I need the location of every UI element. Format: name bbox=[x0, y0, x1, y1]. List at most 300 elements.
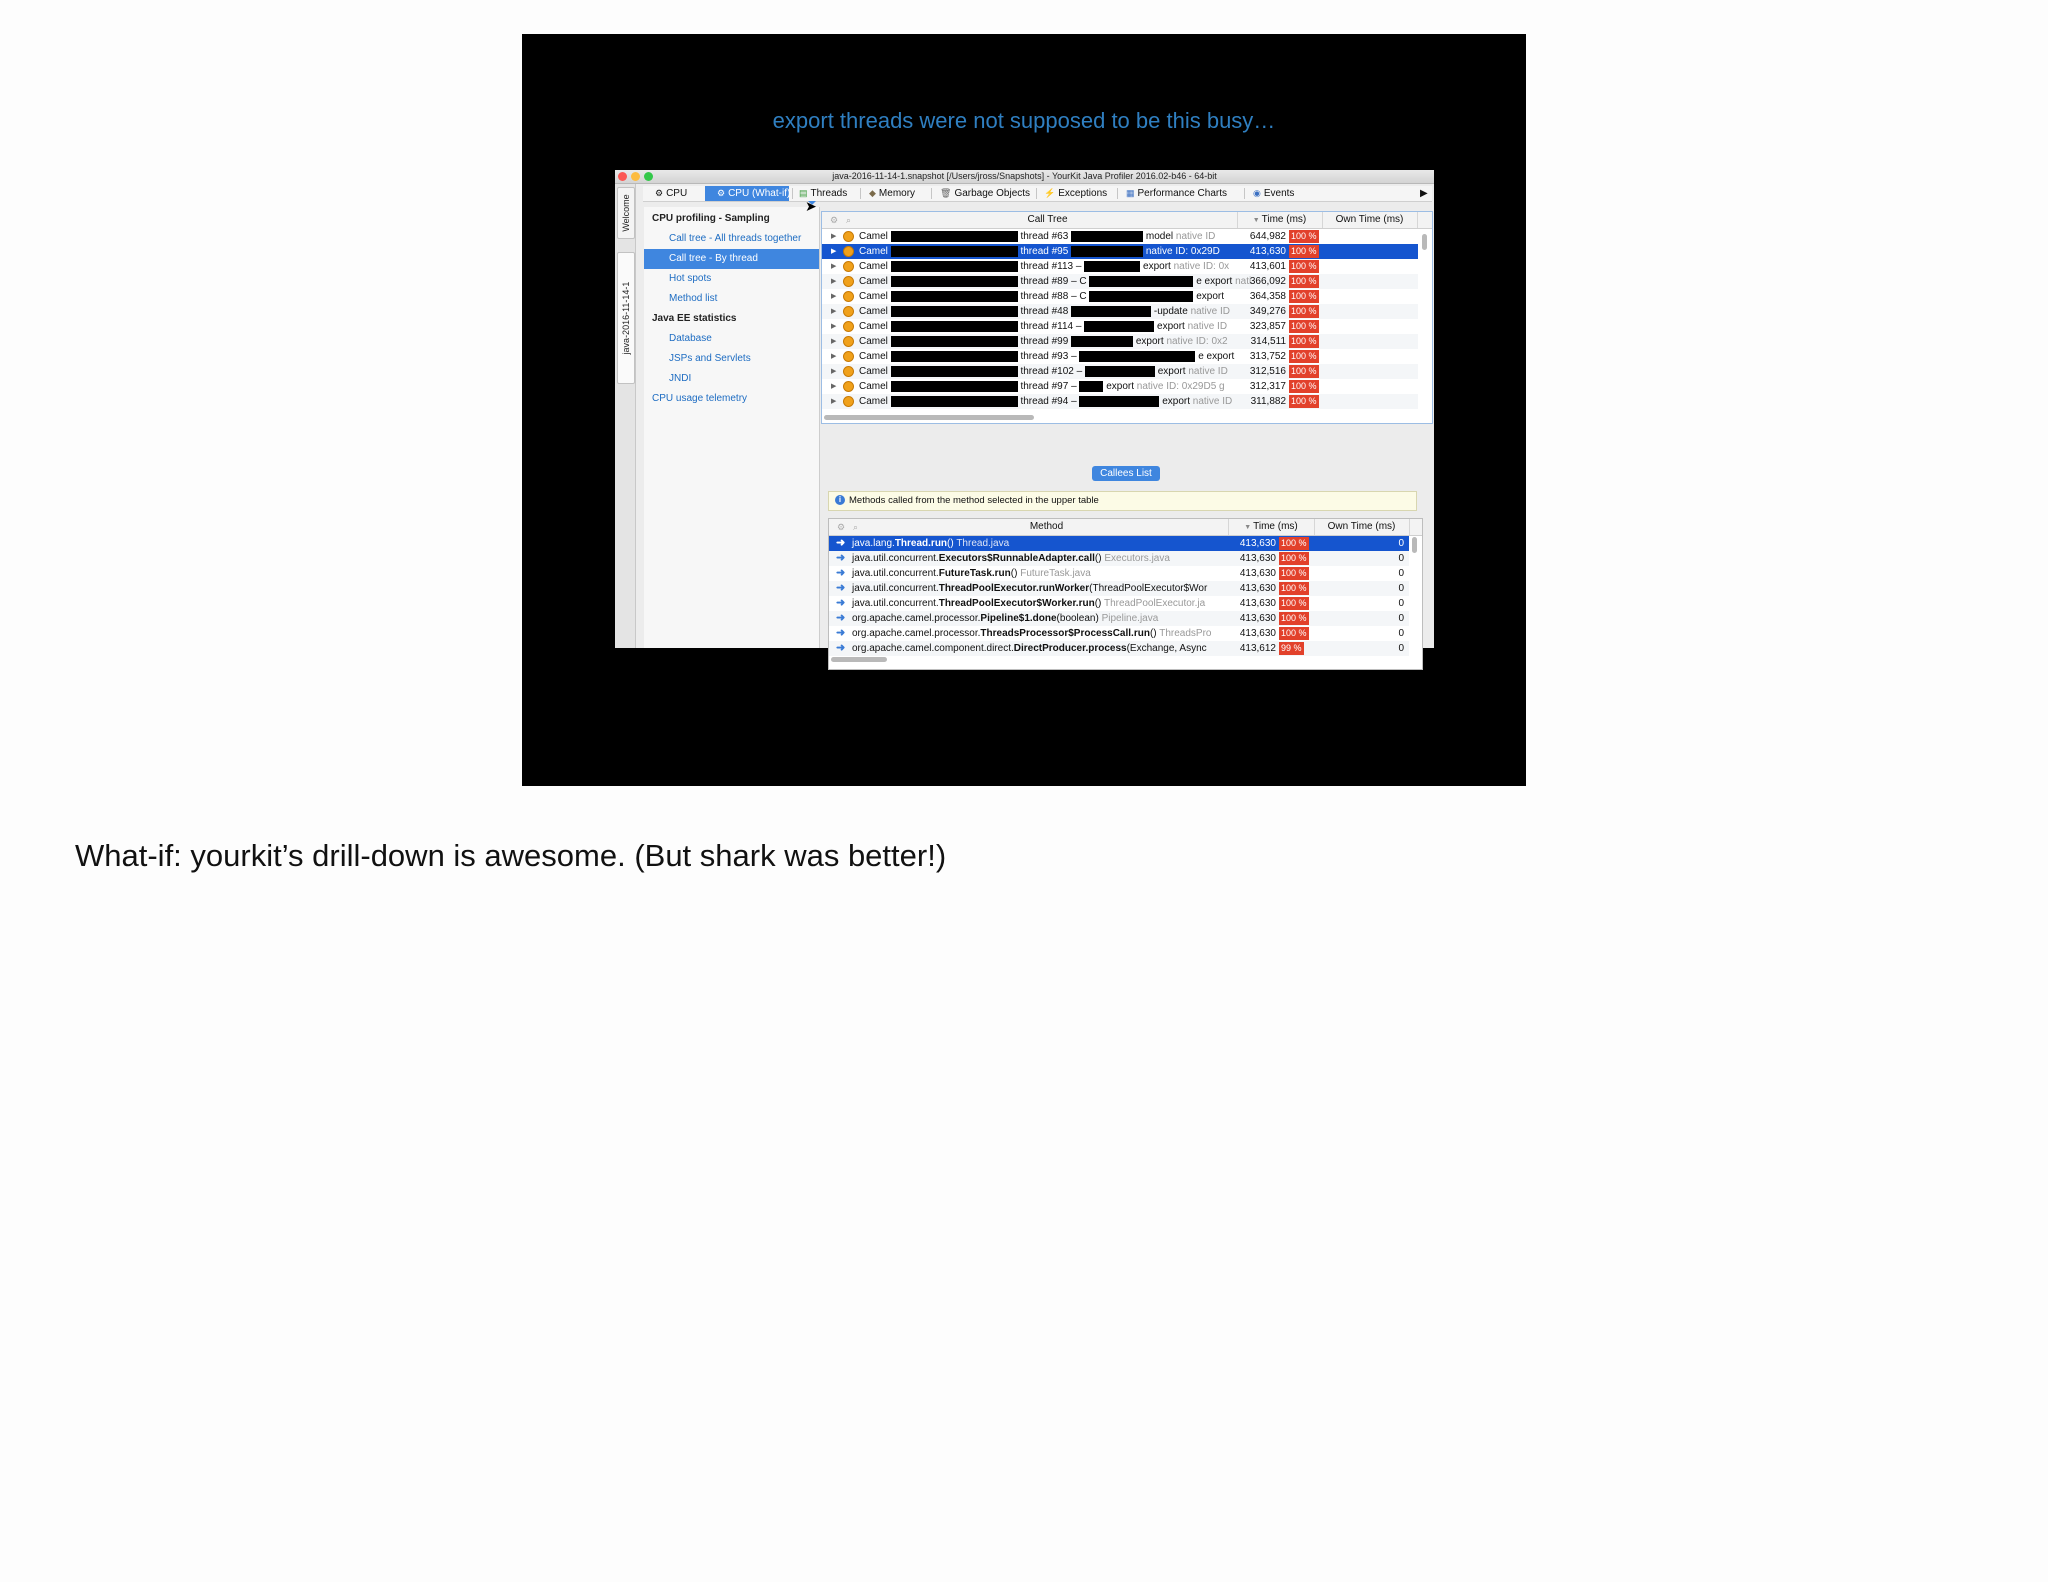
time-value: 413,630 bbox=[1249, 246, 1286, 257]
slide bbox=[522, 34, 1526, 786]
tab-cpu-whatif-label: CPU (What-if) bbox=[728, 188, 791, 199]
redacted-text bbox=[1079, 396, 1159, 407]
thread-number: thread #113 – bbox=[1020, 261, 1082, 272]
thread-name bbox=[859, 259, 1237, 274]
redacted-text bbox=[1071, 246, 1143, 257]
thread-icon bbox=[843, 366, 854, 377]
thread-native-id: native ID bbox=[1187, 321, 1228, 332]
method-args: (Exchange, Async bbox=[1126, 643, 1207, 654]
percent-bar: 100 % bbox=[1291, 276, 1317, 286]
info-text: Methods called from the method selected in the upper table bbox=[849, 495, 1099, 506]
percent-bar: 100 % bbox=[1291, 306, 1317, 316]
method-class: DirectProducer.process bbox=[1013, 643, 1127, 654]
thread-number: thread #114 – bbox=[1020, 321, 1082, 332]
time-value: 323,857 bbox=[1249, 321, 1286, 332]
time-value: 413,630 bbox=[1239, 628, 1276, 639]
tab-exceptions-label: Exceptions bbox=[1058, 188, 1108, 199]
callees-table bbox=[828, 518, 1423, 670]
nav-hot-spots[interactable]: Hot spots bbox=[669, 273, 712, 284]
expand-triangle-icon[interactable]: ▶ bbox=[831, 263, 837, 270]
nav-cpu-usage-telemetry[interactable]: CPU usage telemetry bbox=[652, 393, 748, 404]
nav-javaee-header: Java EE statistics bbox=[652, 313, 737, 324]
method-name bbox=[852, 551, 1228, 566]
thread-prefix: Camel bbox=[859, 321, 888, 332]
nav-method-list[interactable]: Method list bbox=[669, 293, 718, 304]
redacted-text bbox=[891, 396, 1018, 407]
method-class: Thread.run bbox=[894, 538, 948, 549]
method-name bbox=[852, 641, 1228, 656]
thread-name bbox=[859, 304, 1237, 319]
call-arrow-icon: ➜ bbox=[836, 552, 846, 564]
own-time-value: 0 bbox=[1398, 598, 1404, 609]
thread-suffix: e export bbox=[1196, 276, 1233, 287]
horizontal-scrollbar[interactable] bbox=[831, 657, 887, 662]
call-tree-row[interactable] bbox=[822, 229, 1418, 244]
redacted-text bbox=[891, 306, 1018, 317]
thread-name bbox=[859, 274, 1252, 289]
tab-memory[interactable] bbox=[869, 186, 927, 201]
tab-performance-charts[interactable] bbox=[1126, 186, 1238, 201]
percent-bar: 100 % bbox=[1281, 628, 1307, 638]
tab-cpu-whatif[interactable] bbox=[705, 186, 789, 201]
thread-native-id: native ID bbox=[1190, 306, 1231, 317]
call-arrow-icon: ➜ bbox=[836, 612, 846, 624]
callee-row[interactable] bbox=[829, 566, 1409, 581]
sort-desc-icon: ▼ bbox=[1244, 524, 1254, 531]
thread-suffix: export bbox=[1162, 396, 1190, 407]
redacted-text bbox=[891, 246, 1018, 257]
tab-welcome-label: Welcome bbox=[621, 194, 631, 232]
chevron-right-icon: ▶ bbox=[1420, 188, 1428, 199]
search-icon[interactable]: ⌕ bbox=[853, 522, 859, 532]
thread-number: thread #88 – C bbox=[1020, 291, 1087, 302]
tab-cpu-label: CPU bbox=[666, 188, 688, 199]
own-time-value: 0 bbox=[1398, 628, 1404, 639]
percent-bar: 100 % bbox=[1291, 336, 1317, 346]
method-source-file: ThreadPoolExecutor.ja bbox=[1103, 598, 1206, 609]
redacted-text bbox=[891, 276, 1018, 287]
window-title: java-2016-11-14-1.snapshot [/Users/jross/Snapshots] - YourKit Java Profiler 2016.02-b46 - 64-bit bbox=[832, 171, 1217, 181]
call-arrow-icon: ➜ bbox=[836, 567, 846, 579]
time-value: 312,317 bbox=[1249, 381, 1286, 392]
thread-number: thread #93 – bbox=[1020, 351, 1077, 362]
view-tabs bbox=[643, 186, 1432, 202]
percent-bar: 100 % bbox=[1291, 261, 1317, 271]
callees-header bbox=[829, 519, 1422, 536]
method-source-file: FutureTask.java bbox=[1020, 568, 1091, 579]
method-package: java.util.concurrent. bbox=[852, 598, 939, 609]
info-banner bbox=[828, 491, 1417, 511]
percent-bar: 100 % bbox=[1281, 568, 1307, 578]
callee-row[interactable] bbox=[829, 641, 1409, 656]
method-class: ThreadPoolExecutor.runWorker bbox=[938, 583, 1090, 594]
percent-bar: 100 % bbox=[1291, 381, 1317, 391]
nav-cpu-profiling-header: CPU profiling - Sampling bbox=[652, 213, 770, 224]
thread-suffix: export bbox=[1157, 366, 1186, 377]
method-args: () bbox=[1010, 568, 1018, 579]
method-package: org.apache.camel.processor. bbox=[852, 628, 981, 639]
thread-name bbox=[859, 244, 1237, 259]
redacted-text bbox=[891, 336, 1018, 347]
redacted-text bbox=[1089, 276, 1193, 287]
expand-triangle-icon[interactable]: ▶ bbox=[831, 353, 837, 360]
method-args: () bbox=[947, 538, 954, 549]
thread-suffix: export bbox=[1135, 336, 1164, 347]
time-value: 366,092 bbox=[1249, 276, 1286, 287]
nav-call-tree-by-thread[interactable]: Call tree - By thread bbox=[644, 249, 819, 269]
expand-triangle-icon[interactable]: ▶ bbox=[831, 383, 837, 390]
thread-icon bbox=[843, 246, 854, 257]
trash-icon: 🗑 bbox=[940, 188, 952, 198]
method-source-file: Executors.java bbox=[1104, 553, 1170, 564]
method-name bbox=[852, 626, 1228, 641]
thread-icon bbox=[843, 231, 854, 242]
redacted-text bbox=[1085, 366, 1155, 377]
horizontal-scrollbar[interactable] bbox=[824, 415, 1034, 420]
redacted-text bbox=[891, 321, 1018, 332]
nav-jsps-servlets[interactable]: JSPs and Servlets bbox=[669, 353, 751, 364]
call-arrow-icon: ➜ bbox=[836, 597, 846, 609]
call-tree-row[interactable] bbox=[822, 319, 1418, 334]
time-value: 413,612 bbox=[1239, 643, 1276, 654]
tab-snapshot[interactable] bbox=[617, 252, 635, 384]
method-name bbox=[852, 611, 1228, 626]
tab-charts-label: Performance Charts bbox=[1137, 188, 1227, 199]
thread-name bbox=[859, 349, 1237, 364]
threads-icon: ▤ bbox=[799, 188, 808, 198]
thread-prefix: Camel bbox=[859, 306, 888, 317]
expand-triangle-icon[interactable]: ▶ bbox=[831, 398, 837, 405]
thread-prefix: Camel bbox=[859, 396, 888, 407]
vertical-scrollbar[interactable] bbox=[1412, 537, 1417, 553]
method-package: java.util.concurrent. bbox=[852, 583, 939, 594]
expand-triangle-icon[interactable]: ▶ bbox=[831, 248, 837, 255]
tab-threads-label: Threads bbox=[810, 188, 848, 199]
eye-icon: ◉ bbox=[1253, 188, 1261, 198]
tab-garbage-objects[interactable] bbox=[940, 186, 1032, 201]
tab-events-label: Events bbox=[1263, 188, 1295, 199]
thread-icon bbox=[843, 291, 854, 302]
method-args: () bbox=[1149, 628, 1157, 639]
thread-icon bbox=[843, 351, 854, 362]
method-name bbox=[852, 581, 1228, 596]
thread-icon bbox=[843, 336, 854, 347]
call-arrow-icon: ➜ bbox=[836, 582, 846, 594]
thread-prefix: Camel bbox=[859, 246, 888, 257]
expand-triangle-icon[interactable]: ▶ bbox=[831, 308, 837, 315]
chart-icon: ▦ bbox=[1126, 188, 1135, 198]
thread-name bbox=[859, 364, 1237, 379]
expand-triangle-icon[interactable]: ▶ bbox=[831, 233, 837, 240]
nav-jndi[interactable]: JNDI bbox=[669, 373, 692, 384]
method-name bbox=[852, 536, 1228, 551]
thread-number: thread #102 – bbox=[1020, 366, 1083, 377]
thread-prefix: Camel bbox=[859, 291, 888, 302]
thread-native-id: native ID: 0x bbox=[1173, 261, 1230, 272]
expand-triangle-icon[interactable]: ▶ bbox=[831, 338, 837, 345]
redacted-text bbox=[891, 351, 1018, 362]
redacted-text bbox=[1071, 306, 1151, 317]
memory-icon: ◆ bbox=[869, 188, 876, 198]
call-tree-row[interactable] bbox=[822, 289, 1418, 304]
time-value: 413,601 bbox=[1249, 261, 1286, 272]
method-args: () bbox=[1094, 553, 1102, 564]
cpu-whatif-icon: ⚙ bbox=[717, 188, 726, 198]
thread-name bbox=[859, 394, 1237, 409]
own-time-value: 0 bbox=[1398, 538, 1404, 549]
thread-prefix: Camel bbox=[859, 351, 888, 362]
method-args: (ThreadPoolExecutor$Wor bbox=[1089, 583, 1208, 594]
time-value: 349,276 bbox=[1249, 306, 1286, 317]
call-arrow-icon: ➜ bbox=[836, 642, 846, 654]
call-tree-header bbox=[822, 212, 1432, 229]
own-time-value: 0 bbox=[1398, 568, 1404, 579]
thread-suffix: export bbox=[1106, 381, 1134, 392]
time-value: 413,630 bbox=[1239, 613, 1276, 624]
redacted-text bbox=[1071, 231, 1143, 242]
percent-bar: 100 % bbox=[1281, 613, 1307, 623]
call-tree-row[interactable] bbox=[822, 334, 1418, 349]
call-tree-row[interactable] bbox=[822, 274, 1418, 289]
method-package: java.util.concurrent. bbox=[852, 568, 939, 579]
thread-number: thread #94 – bbox=[1020, 396, 1077, 407]
thread-number: thread #48 bbox=[1020, 306, 1069, 317]
redacted-text bbox=[1084, 321, 1154, 332]
percent-bar: 99 % bbox=[1281, 643, 1302, 653]
callee-row[interactable] bbox=[829, 626, 1409, 641]
tab-separator bbox=[792, 188, 793, 199]
settings-icon[interactable]: ⚙ bbox=[830, 215, 839, 225]
method-class: Executors$RunnableAdapter.call bbox=[938, 553, 1095, 564]
minimize-window-button[interactable] bbox=[631, 172, 640, 181]
callees-list-button[interactable]: Callees List bbox=[1092, 466, 1160, 481]
time-value: 413,630 bbox=[1239, 538, 1276, 549]
thread-icon bbox=[843, 321, 854, 332]
tab-separator bbox=[1036, 188, 1037, 199]
thread-number: thread #95 bbox=[1020, 246, 1069, 257]
time-value: 644,982 bbox=[1249, 231, 1286, 242]
redacted-text bbox=[1079, 351, 1195, 362]
vertical-scrollbar[interactable] bbox=[1422, 234, 1427, 250]
call-tree-row[interactable] bbox=[822, 364, 1418, 379]
vertical-tab-strip bbox=[615, 184, 636, 648]
percent-bar: 100 % bbox=[1281, 553, 1307, 563]
redacted-text bbox=[1071, 336, 1133, 347]
tab-separator bbox=[1244, 188, 1245, 199]
callee-row[interactable] bbox=[829, 611, 1409, 626]
thread-native-id: native ID bbox=[1188, 366, 1228, 377]
method-package: org.apache.camel.component.direct. bbox=[852, 643, 1014, 654]
column-call-tree[interactable]: Call Tree bbox=[858, 212, 1238, 228]
method-class: FutureTask.run bbox=[938, 568, 1011, 579]
method-source-file: ThreadsPro bbox=[1159, 628, 1212, 639]
call-tree-table bbox=[821, 211, 1433, 424]
expand-triangle-icon[interactable]: ▶ bbox=[831, 368, 837, 375]
percent-bar: 100 % bbox=[1281, 598, 1307, 608]
method-package: java.lang. bbox=[852, 538, 895, 549]
nav-database[interactable]: Database bbox=[669, 333, 712, 344]
time-value: 364,358 bbox=[1249, 291, 1286, 302]
thread-suffix: export bbox=[1143, 261, 1171, 272]
callee-row[interactable] bbox=[829, 536, 1409, 551]
thread-suffix: export bbox=[1157, 321, 1185, 332]
column-time-label: Time (ms) bbox=[1261, 214, 1307, 225]
cpu-icon: ⚙ bbox=[655, 188, 664, 198]
call-tree-row[interactable] bbox=[822, 304, 1418, 319]
percent-bar: 100 % bbox=[1291, 396, 1317, 406]
nav-call-tree-all-threads[interactable]: Call tree - All threads together bbox=[669, 233, 802, 244]
thread-number: thread #63 bbox=[1020, 231, 1069, 242]
time-value: 311,882 bbox=[1250, 396, 1286, 407]
thread-name bbox=[859, 319, 1237, 334]
expand-triangle-icon[interactable]: ▶ bbox=[831, 278, 837, 285]
tab-separator bbox=[1117, 188, 1118, 199]
own-time-value: 0 bbox=[1398, 613, 1404, 624]
expand-triangle-icon[interactable]: ▶ bbox=[831, 323, 837, 330]
tab-separator bbox=[931, 188, 932, 199]
redacted-text bbox=[891, 381, 1018, 392]
redacted-text bbox=[891, 261, 1018, 272]
thread-name bbox=[859, 334, 1237, 349]
call-tree-row[interactable] bbox=[822, 349, 1418, 364]
column-own-time[interactable]: Own Time (ms) bbox=[1322, 212, 1418, 228]
tab-events[interactable] bbox=[1253, 186, 1303, 201]
column-own-time[interactable]: Own Time (ms) bbox=[1314, 519, 1410, 535]
thread-native-id: native ID: 0x2 bbox=[1166, 336, 1228, 347]
tab-cpu[interactable] bbox=[655, 186, 693, 201]
thread-number: thread #89 – C bbox=[1020, 276, 1087, 287]
method-args: (boolean) bbox=[1056, 613, 1099, 624]
thread-prefix: Camel bbox=[859, 276, 888, 287]
call-arrow-icon: ➜ bbox=[836, 537, 846, 549]
profiler-window bbox=[615, 170, 1434, 654]
view-navigator bbox=[644, 207, 820, 648]
percent-bar: 100 % bbox=[1291, 351, 1317, 361]
settings-icon[interactable]: ⚙ bbox=[837, 522, 846, 532]
time-value: 413,630 bbox=[1239, 553, 1276, 564]
search-icon[interactable]: ⌕ bbox=[846, 215, 852, 225]
callee-row[interactable] bbox=[829, 551, 1409, 566]
time-value: 312,516 bbox=[1249, 366, 1286, 377]
method-name bbox=[852, 596, 1228, 611]
column-time[interactable] bbox=[1237, 212, 1323, 228]
thread-name bbox=[859, 289, 1237, 304]
own-time-value: 0 bbox=[1398, 583, 1404, 594]
info-icon: i bbox=[835, 495, 845, 505]
zoom-window-button[interactable] bbox=[644, 172, 653, 181]
time-value: 413,630 bbox=[1239, 598, 1276, 609]
thread-name bbox=[859, 379, 1237, 394]
thread-icon bbox=[843, 261, 854, 272]
more-tabs-button[interactable] bbox=[1420, 186, 1430, 201]
thread-native-id: native ID: 0x29D5 g bbox=[1136, 381, 1225, 392]
percent-bar: 100 % bbox=[1291, 231, 1317, 241]
percent-bar: 100 % bbox=[1281, 538, 1307, 548]
time-value: 413,630 bbox=[1239, 583, 1276, 594]
time-value: 313,752 bbox=[1249, 351, 1286, 362]
own-time-value: 0 bbox=[1398, 553, 1404, 564]
column-time-label: Time (ms) bbox=[1253, 521, 1298, 532]
thread-icon bbox=[843, 306, 854, 317]
redacted-text bbox=[891, 291, 1018, 302]
method-class: Pipeline$1.done bbox=[980, 613, 1057, 624]
thread-suffix: export bbox=[1196, 291, 1224, 302]
method-name bbox=[852, 566, 1228, 581]
slide-title: export threads were not supposed to be this busy… bbox=[772, 108, 1276, 133]
redacted-text bbox=[1089, 291, 1193, 302]
redacted-text bbox=[1079, 381, 1103, 392]
mouse-cursor: ➤ bbox=[805, 198, 817, 214]
percent-bar: 100 % bbox=[1281, 583, 1307, 593]
tab-memory-label: Memory bbox=[878, 188, 916, 199]
thread-native-id: nati bbox=[1235, 276, 1252, 287]
thread-prefix: Camel bbox=[859, 366, 888, 377]
method-package: java.util.concurrent. bbox=[852, 553, 939, 564]
own-time-value: 0 bbox=[1398, 643, 1404, 654]
tab-garbage-label: Garbage Objects bbox=[954, 188, 1031, 199]
call-tree-row[interactable] bbox=[822, 379, 1418, 394]
expand-triangle-icon[interactable]: ▶ bbox=[831, 293, 837, 300]
method-class: ThreadsProcessor$ProcessCall.run bbox=[980, 628, 1150, 639]
callee-row[interactable] bbox=[829, 596, 1409, 611]
thread-prefix: Camel bbox=[859, 336, 888, 347]
thread-prefix: Camel bbox=[859, 261, 888, 272]
sort-desc-icon: ▼ bbox=[1252, 217, 1262, 224]
thread-icon bbox=[843, 276, 854, 287]
thread-icon bbox=[843, 381, 854, 392]
method-package: org.apache.camel.processor. bbox=[852, 613, 981, 624]
thread-number: thread #97 – bbox=[1020, 381, 1077, 392]
percent-bar: 100 % bbox=[1291, 366, 1317, 376]
redacted-text bbox=[891, 366, 1018, 377]
thread-prefix: Camel bbox=[859, 381, 888, 392]
call-tree-row[interactable] bbox=[822, 259, 1418, 274]
percent-bar: 100 % bbox=[1291, 246, 1317, 256]
time-value: 314,511 bbox=[1250, 336, 1286, 347]
redacted-text bbox=[1084, 261, 1140, 272]
percent-bar: 100 % bbox=[1291, 291, 1317, 301]
tab-separator bbox=[860, 188, 861, 199]
thread-native-id: native ID bbox=[1175, 231, 1216, 242]
lightning-icon: ⚡ bbox=[1044, 188, 1056, 198]
tab-exceptions[interactable] bbox=[1044, 186, 1112, 201]
window-titlebar bbox=[615, 170, 1434, 184]
thread-name bbox=[859, 229, 1237, 244]
method-source-file: Thread.java bbox=[956, 538, 1010, 549]
callee-row[interactable] bbox=[829, 581, 1409, 596]
slide-caption: What-if: yourkit’s drill-down is awesome. (But shark was better!) bbox=[75, 838, 947, 873]
thread-suffix: model bbox=[1145, 231, 1174, 242]
tab-snapshot-label: java-2016-11-14-1 bbox=[621, 281, 631, 355]
column-method[interactable]: Method bbox=[865, 519, 1229, 535]
thread-icon bbox=[843, 396, 854, 407]
thread-suffix: e export bbox=[1198, 351, 1235, 362]
method-source-file: Pipeline.java bbox=[1101, 613, 1159, 624]
call-tree-row[interactable] bbox=[822, 244, 1418, 259]
thread-prefix: Camel bbox=[859, 231, 888, 242]
tab-welcome[interactable] bbox=[617, 187, 635, 239]
close-window-button[interactable] bbox=[618, 172, 627, 181]
thread-suffix: native ID: 0x29D bbox=[1145, 246, 1220, 257]
thread-native-id: native ID bbox=[1192, 396, 1233, 407]
call-tree-row[interactable] bbox=[822, 394, 1418, 409]
time-value: 413,630 bbox=[1239, 568, 1276, 579]
method-args: () bbox=[1094, 598, 1102, 609]
thread-number: thread #99 bbox=[1020, 336, 1069, 347]
column-time[interactable] bbox=[1228, 519, 1315, 535]
call-arrow-icon: ➜ bbox=[836, 627, 846, 639]
redacted-text bbox=[891, 231, 1018, 242]
